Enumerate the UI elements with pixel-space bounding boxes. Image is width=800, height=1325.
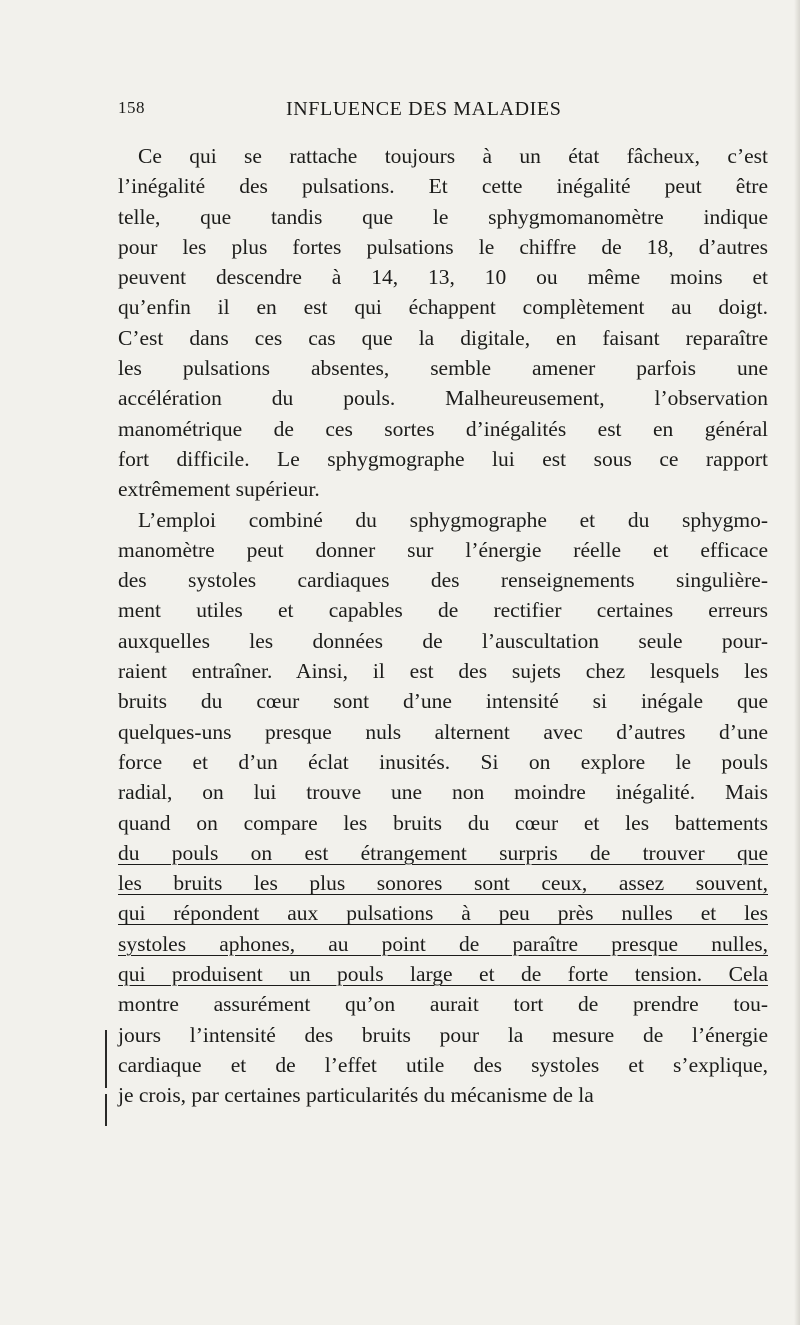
text-line: je crois, par certaines particularités du mécanisme de la [118,1083,594,1108]
text-line: raient entraîner. Ainsi, il est des sujets chez lesquels les [118,659,768,684]
text-line: quelques-uns presque nuls alternent avec d’autres d’une [118,719,768,744]
underlined-text-line: systoles aphones, au point de paraître presque nulles, [118,931,768,956]
text-line: les pulsations absentes, semble amener parfois une [118,356,768,381]
underlined-text-line: du pouls on est étrangement surpris de trouver que [118,840,768,865]
page-number: 158 [118,98,145,117]
text-line: des systoles cardiaques des renseignements singulière- [118,568,768,593]
page-edge-shadow [794,0,800,1325]
text-line: force et d’un éclat inusités. Si on explore le pouls [118,749,768,774]
text-line: L’emploi combiné du sphygmographe et du sphygmo- [138,507,768,532]
text-line: radial, on lui trouve une non moindre inégalité. Mais [118,780,768,805]
text-line: cardiaque et de l’effet utile des systoles et s’explique, [118,1052,768,1077]
text-line: telle, que tandis que le sphygmomanomètre indique [118,204,768,229]
text-line: Ce qui se rattache toujours à un état fâcheux, c’est [138,144,768,168]
underlined-text-line: les bruits les plus sonores sont ceux, assez souvent, [118,871,768,896]
text-line: pour les plus fortes pulsations le chiffre de 18, d’autres [118,234,768,259]
text-line: bruits du cœur sont d’une intensité si inégale que [118,689,768,714]
text-line: extrêmement supérieur. [118,477,320,502]
text-line: l’inégalité des pulsations. Et cette inégalité peut être [118,174,768,199]
text-line: quand on compare les bruits du cœur et les battements [118,810,768,835]
body-text [118,141,768,1111]
text-line: ment utiles et capables de rectifier certaines erreurs [118,598,768,623]
page-header [118,98,768,128]
underlined-text-line: qui produisent un pouls large et de forte tension. Cela [118,962,768,987]
running-head: INFLUENCE DES MALADIES [286,98,562,120]
text-line: C’est dans ces cas que la digitale, en faisant reparaître [118,325,768,350]
margin-annotation-line [105,1094,107,1126]
text-line: montre assurément qu’on aurait tort de prendre tou- [118,992,768,1017]
text-line: fort difficile. Le sphygmographe lui est sous ce rapport [118,446,768,471]
text-line: manomètre peut donner sur l’énergie réelle et efficace [118,537,768,562]
text-line: manométrique de ces sortes d’inégalités est en général [118,416,768,441]
text-line: qu’enfin il en est qui échappent complètement au doigt. [118,295,768,320]
margin-annotation-line [105,1030,107,1088]
text-line: accélération du pouls. Malheureusement, l’observation [118,386,768,411]
text-line: auxquelles les données de l’auscultation seule pour- [118,628,768,653]
underlined-text-line: qui répondent aux pulsations à peu près nulles et les [118,901,768,926]
text-line: jours l’intensité des bruits pour la mesure de l’énergie [118,1022,768,1047]
text-line: peuvent descendre à 14, 13, 10 ou même moins et [118,265,768,290]
